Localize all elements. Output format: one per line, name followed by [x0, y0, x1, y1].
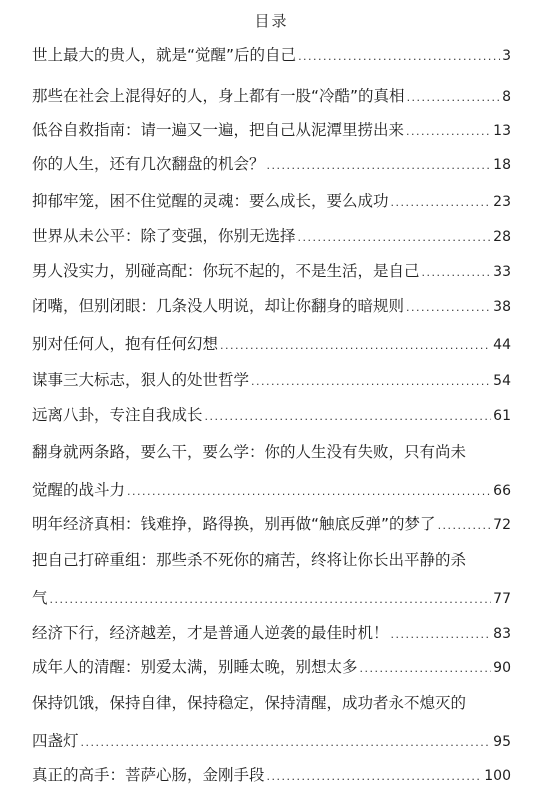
- dot-leader: [298, 47, 500, 67]
- dot-leader: [267, 156, 492, 176]
- toc-entry-page: 83: [493, 626, 511, 642]
- toc-entry-title: 别对任何人，抱有任何幻想: [32, 335, 219, 353]
- toc-entry-title: 真正的高手：菩萨心肠，金刚手段: [32, 766, 265, 784]
- toc-entry-page: 72: [493, 517, 511, 533]
- toc-entry[interactable]: [32, 693, 511, 751]
- toc-entry-title: 气: [32, 589, 48, 607]
- toc-entry[interactable]: [32, 623, 511, 643]
- toc-entry[interactable]: [32, 657, 511, 677]
- toc-entry-page: 61: [493, 408, 511, 424]
- toc-entry-title-line1: 翻身就两条路，要么干，要么学：你的人生没有失败，只有尚未: [32, 443, 467, 461]
- toc-entry-page: 90: [493, 660, 511, 676]
- dot-leader: [406, 122, 491, 142]
- dot-leader: [220, 336, 491, 356]
- toc-entry-title: 男人没实力，别碰高配：你玩不起的，不是生活，是自己: [32, 262, 420, 280]
- toc-entry-title: 明年经济真相：钱难挣，路得换，别再做“触底反弹”的梦了: [32, 515, 436, 533]
- toc-entry-page: 13: [493, 123, 511, 139]
- toc-entry-title: 四盏灯: [32, 732, 79, 750]
- toc-entry[interactable]: [32, 405, 511, 425]
- toc-entry-title: 远离八卦，专注自我成长: [32, 406, 203, 424]
- toc-entry[interactable]: [32, 765, 511, 785]
- toc-entry[interactable]: [32, 45, 511, 65]
- toc-entry-title: 世上最大的贵人，就是“觉醒”后的自己: [32, 46, 297, 64]
- toc-entry-page: 23: [493, 194, 511, 210]
- toc-entry-title: 世界从未公平：除了变强，你别无选择: [32, 227, 296, 245]
- toc-entry-page: 8: [502, 89, 511, 105]
- toc-entry[interactable]: [32, 550, 511, 608]
- toc-entry[interactable]: [32, 120, 511, 140]
- toc-entry[interactable]: [32, 226, 511, 246]
- toc-title: 目录: [254, 12, 289, 30]
- toc-entry-page: 95: [493, 734, 511, 750]
- toc-entry-title: 你的人生，还有几次翻盘的机会？: [32, 155, 265, 173]
- toc-entry-page: 44: [493, 337, 511, 353]
- toc-entry[interactable]: [32, 442, 511, 500]
- dot-leader: [50, 590, 492, 610]
- dot-leader: [391, 193, 492, 213]
- dot-leader: [251, 372, 491, 392]
- toc-entry-page: 38: [493, 299, 511, 315]
- toc-entry-title: 闭嘴，但别闭眼：几条没人明说，却让你翻身的暗规则: [32, 297, 405, 315]
- dot-leader: [360, 659, 492, 679]
- toc-entry-page: 66: [493, 483, 511, 499]
- dot-leader: [267, 767, 483, 787]
- toc-entry[interactable]: [32, 296, 511, 316]
- toc-entry[interactable]: [32, 191, 511, 211]
- dot-leader: [438, 516, 492, 536]
- dot-leader: [127, 482, 491, 502]
- toc-entry[interactable]: [32, 86, 511, 106]
- toc-entry-title: 那些在社会上混得好的人，身上都有一股“冷酷”的真相: [32, 87, 405, 105]
- toc-entry-page: 28: [493, 229, 511, 245]
- toc-entry-page: 18: [493, 157, 511, 173]
- toc-entry-title: 经济下行，经济越差，才是普通人逆袭的最佳时机！: [32, 624, 389, 642]
- toc-entry[interactable]: [32, 334, 511, 354]
- dot-leader: [81, 733, 492, 753]
- toc-entry-title-line1: 把自己打碎重组：那些杀不死你的痛苦，终将让你长出平静的杀: [32, 551, 467, 569]
- toc-entry-title: 谋事三大标志，狠人的处世哲学: [32, 371, 250, 389]
- toc-entry-page: 54: [493, 373, 511, 389]
- toc-entry-page: 77: [493, 591, 511, 607]
- toc-entry-title: 成年人的清醒：别爱太满，别睡太晚，别想太多: [32, 658, 358, 676]
- dot-leader: [422, 263, 492, 283]
- toc-entry[interactable]: [32, 370, 511, 390]
- dot-leader: [406, 298, 491, 318]
- toc-entry-title: 抑郁牢笼，困不住觉醒的灵魂：要么成长，要么成功: [32, 192, 389, 210]
- dot-leader: [391, 625, 492, 645]
- toc-entry[interactable]: [32, 514, 511, 534]
- dot-leader: [205, 407, 492, 427]
- dot-leader: [298, 228, 492, 248]
- toc-entry-page: 100: [484, 768, 511, 784]
- toc-entry-title: 觉醒的战斗力: [32, 481, 126, 499]
- toc-entry[interactable]: [32, 154, 511, 174]
- toc-entry[interactable]: [32, 261, 511, 281]
- dot-leader: [407, 88, 501, 108]
- toc-entry-title: 低谷自救指南：请一遍又一遍，把自己从泥潭里捞出来: [32, 121, 405, 139]
- toc-entry-page: 33: [493, 264, 511, 280]
- toc-entry-title-line1: 保持饥饿，保持自律，保持稳定，保持清醒，成功者永不熄灭的: [32, 694, 467, 712]
- toc-entry-page: 3: [502, 48, 511, 64]
